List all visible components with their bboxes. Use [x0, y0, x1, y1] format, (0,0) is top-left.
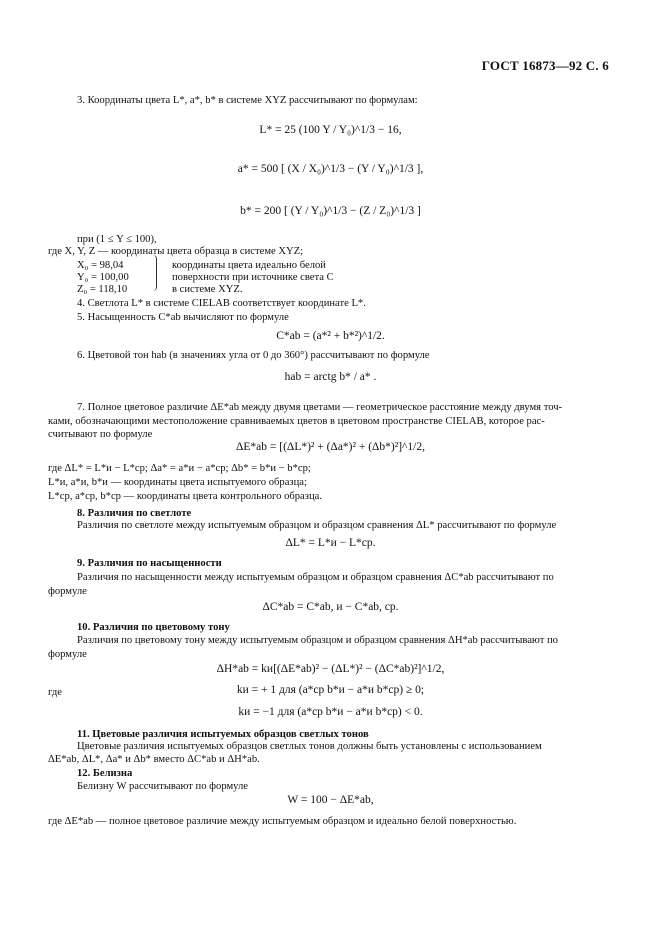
heading-11: 11. Цветовые различия испытуемых образцов светлых тонов	[77, 729, 369, 740]
where-7-3: L*ср, a*ср, b*ср — координаты цвета контрольного образца.	[48, 491, 322, 502]
text-9-line-2: формуле	[48, 586, 87, 597]
item-5: 5. Насыщенность C*ab вычисляют по формуле	[77, 312, 289, 323]
x0-value: X₀ = 98,04	[77, 260, 124, 271]
brace-text-3: в системе XYZ.	[172, 284, 243, 295]
formula-8: ΔL* = L*и − L*ср.	[285, 537, 376, 549]
formula-a: a* = 500 [ (X / X₀)^1/3 − (Y / Y₀)^1/3 ],	[237, 163, 424, 175]
where-7-1: где ΔL* = L*и − L*ср; Δa* = a*и − a*ср; Δb* = b*и − b*ср;	[48, 463, 311, 474]
where-7-2: L*и, a*и, b*и — координаты цвета испытуемого образца;	[48, 477, 307, 488]
where-xyz: где X, Y, Z — координаты цвета образца в системе XYZ;	[48, 246, 304, 257]
page-header: ГОСТ 16873—92 С. 6	[481, 58, 609, 73]
text-12: Белизну W рассчитывают по формуле	[77, 781, 248, 792]
item-4: 4. Светлота L* в системе CIELAB соответствует координате L*.	[77, 298, 366, 309]
formula-b: b* = 200 [ (Y / Y₀)^1/3 − (Z / Z₀)^1/3 ]	[240, 205, 421, 217]
formula-9: ΔC*ab = C*ab, и − C*ab, ср.	[262, 601, 399, 613]
text-11-line-2: ΔE*ab, ΔL*, Δa* и Δb* вместо ΔC*ab и ΔH*ab.	[48, 754, 260, 765]
text-11-line-1: Цветовые различия испытуемых образцов светлых тонов должны быть установлены с использованием	[77, 741, 542, 752]
text-10-line-2: формуле	[48, 649, 87, 660]
formula-12: W = 100 − ΔE*ab,	[287, 794, 374, 806]
formula-6: hab = arctg b* / a* .	[284, 371, 377, 383]
formula-10: ΔH*ab = kи[(ΔE*ab)² − (ΔL*)² − (ΔC*ab)²]^1/2,	[216, 663, 445, 675]
formula-7: ΔE*ab = [(ΔL*)² + (Δa*)² + (Δb*)²]^1/2,	[236, 441, 425, 453]
item-6: 6. Цветовой тон hab (в значениях угла от 0 до 360°) рассчитывают по формуле	[77, 350, 430, 361]
where-12: где ΔE*ab — полное цветовое различие между испытуемым образцом и идеально белой поверхностью.	[48, 816, 517, 827]
brace-text-1: координаты цвета идеально белой	[172, 260, 326, 271]
formula-10-k-pos: kи = + 1 для (a*ср b*и − a*и b*ср) ≥ 0;	[236, 684, 425, 696]
formula-5: C*ab = (a*² + b*²)^1/2.	[276, 330, 385, 342]
text-8: Различия по светлоте между испытуемым образцом и образцом сравнения ΔL* рассчитывают по формуле	[77, 520, 557, 531]
item-7-line-3: считывают по формуле	[48, 429, 153, 440]
brace-text-2: поверхности при источнике света C	[172, 272, 334, 283]
z0-value: Z₀ = 118,10	[77, 284, 128, 295]
where-10: где	[48, 687, 62, 698]
heading-10: 10. Различия по цветовому тону	[77, 622, 230, 633]
condition: при (1 ≤ Y ≤ 100),	[77, 234, 157, 245]
formula-10-k-neg: kи = −1 для (a*ср b*и − a*и b*ср) < 0.	[238, 706, 423, 718]
text-10-line-1: Различия по цветовому тону между испытуемым образцом и образцом сравнения ΔH*ab рассчитывают по	[77, 635, 558, 646]
item-3: 3. Координаты цвета L*, a*, b* в системе XYZ рассчитывают по формулам:	[77, 95, 418, 106]
text-9-line-1: Различия по насыщенности между испытуемым образцом и образцом сравнения ΔC*ab рассчитывают по	[77, 572, 554, 583]
item-7-line-1: 7. Полное цветовое различие ΔE*ab между двумя цветами — геометрическое расстояние между двумя точ-	[77, 402, 563, 413]
formula-L: L* = 25 (100 Y / Y₀)^1/3 − 16,	[259, 124, 402, 136]
heading-12: 12. Белизна	[77, 768, 133, 779]
brace	[150, 255, 157, 291]
y0-value: Y₀ = 100,00	[77, 272, 129, 283]
item-7-line-2: ками, обозначающими местоположение сравниваемых цветов в цветовом пространстве CIELAB, которое рас-	[48, 416, 545, 427]
heading-8: 8. Различия по светлоте	[77, 508, 192, 519]
heading-9: 9. Различия по насыщенности	[77, 558, 222, 569]
